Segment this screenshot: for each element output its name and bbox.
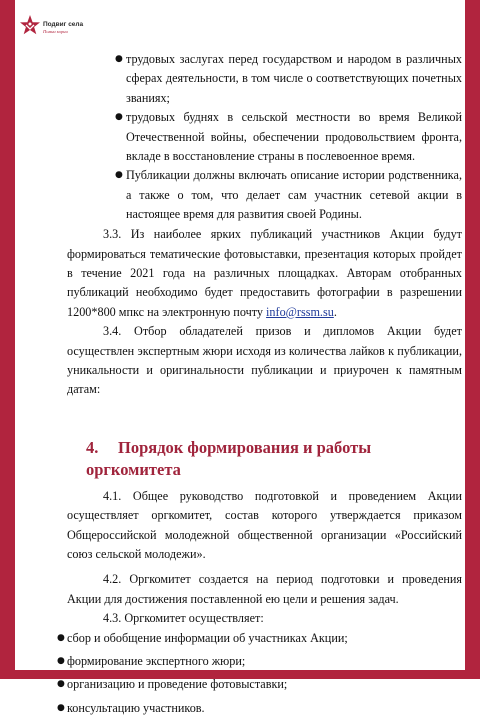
logo-subtitle: Помни корни <box>43 28 68 34</box>
list-item: ● консультацию участников. <box>57 699 462 718</box>
star-logo-icon <box>19 14 41 38</box>
bullet-icon: ● <box>57 702 65 713</box>
list-item: ● сбор и обобщение информации об участниках Акции; <box>57 629 462 648</box>
section-number: 4. <box>86 437 99 457</box>
paragraph-4-1: 4.1. Общее руководство подготовкой и проведением Акции осуществляет оргкомитет, состав которого утверждается приказом Общероссийской молодежной общественной организации «Российский союз сельской молодежи». <box>67 488 462 562</box>
email-link[interactable]: info@rssm.su <box>266 304 334 319</box>
paragraph-3-4: 3.4. Отбор обладателей призов и дипломов Акции будет осуществлен экспертным жюри исходя из количества лайков к публикации, уникальности и оригинальности публикации и приурочен к памятным датам: <box>67 324 462 397</box>
list-item: ● трудовых буднях в сельской местности во время Великой Отечественной войны, обеспечении продовольствием фронта, вкладе в восстановление страны в послевоенное время. <box>115 110 462 164</box>
logo <box>19 14 83 38</box>
section-title: Порядок формирования и работы оргкомитета <box>86 437 372 479</box>
list-item: ● организацию и проведение фотовыставки; <box>57 675 462 694</box>
list-item: ● формирование экспертного жюри; <box>57 652 462 671</box>
paragraph-3-3: 3.3. Из наиболее ярких публикаций участников Акции будут формироваться тематические фотовыставки, презентация которых пройдет в течение 2021 года на различных площадках. Авторам отобранных публикаций необходимо будет предоставить фотографии в разрешении 1200*800 мпкс на электронную почту info@rssm.su. <box>67 227 462 319</box>
bullet-icon: ● <box>115 170 123 181</box>
bullet-list-bottom <box>57 629 462 719</box>
list-item: ● трудовых заслугах перед государством и народом в различных сферах деятельности, в том числе о соответствующих почетных званиях; <box>115 52 462 105</box>
bullet-icon: ● <box>115 54 123 64</box>
bullet-icon: ● <box>115 112 123 123</box>
document-body <box>57 50 462 722</box>
paragraph-4-2: 4.2. Оргкомитет создается на период подготовки и проведения Акции для достижения поставленной ею цели и решения задач. <box>67 572 462 606</box>
bullet-icon: ● <box>57 679 65 690</box>
list-item: ● Публикации должны включать описание истории родственника, а также о том, что делает сам участник сетевой акции в настоящее время для развития своей Родины. <box>115 168 462 222</box>
section-heading <box>67 437 462 481</box>
bullet-icon: ● <box>57 632 65 643</box>
bullet-icon: ● <box>57 656 65 667</box>
paragraph-4-3: 4.3. Оргкомитет осуществляет: <box>103 611 264 626</box>
bullet-list-top <box>67 50 462 225</box>
logo-title: Подвиг села <box>43 21 84 28</box>
